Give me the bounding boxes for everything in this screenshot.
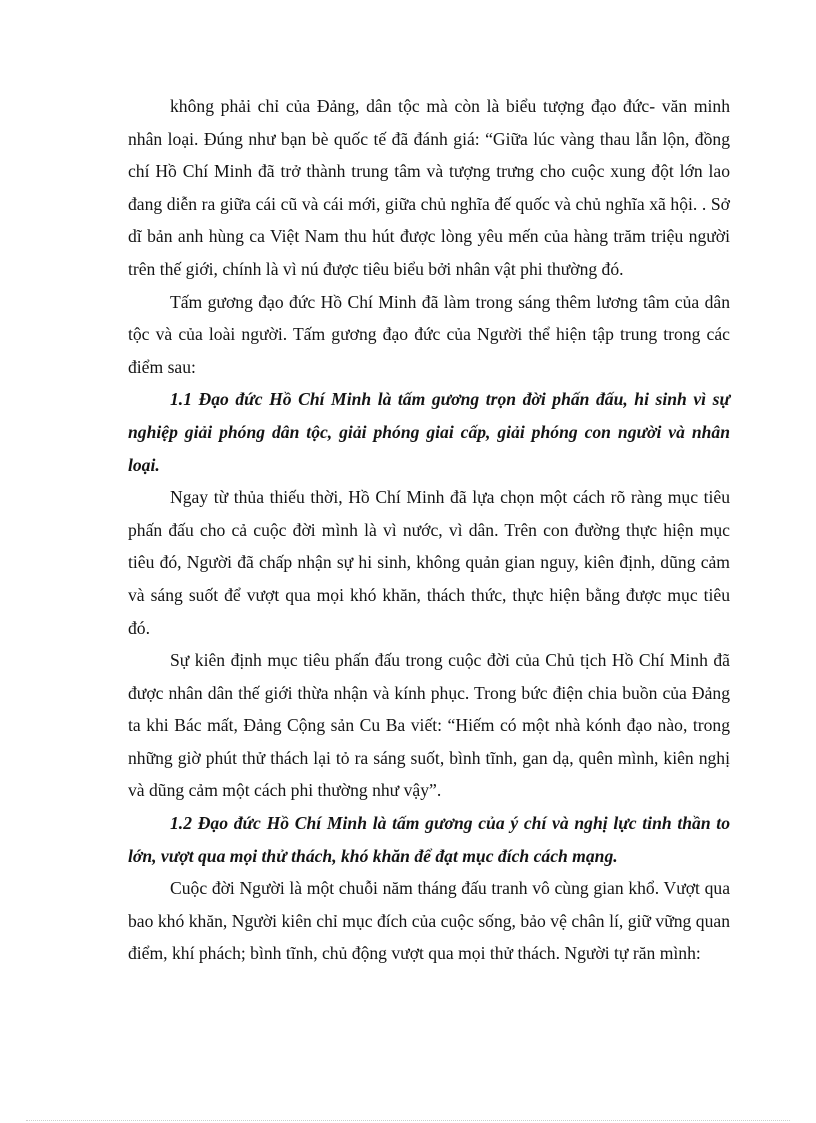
paragraph-moral-example: Tấm gương đạo đức Hồ Chí Minh đã làm trong sáng thêm lương tâm của dân tộc và của loài người. Tấm gương đạo đức của Người thể hiện tập trung trong các điểm sau: (128, 291, 730, 377)
paragraph-continuation: không phải chỉ của Đảng, dân tộc mà còn là biểu tượng đạo đức- văn minh nhân loại. Đúng như bạn bè quốc tế đã đánh giá: “Giữa lúc vàng thau lẫn lộn, đồng chí Hồ Chí Minh đã trở thành trung tâm và tượng trưng cho cuộc xung đột lớn lao đang diễn ra giữa cái cũ và cái mới, giữa chủ nghĩa đế quốc và chủ nghĩa xã hội. . Sở dĩ bản anh hùng ca Việt Nam thu hút được lòng yêu mến của hàng trăm triệu người trên thế giới, chính là vì nú được tiêu biểu bởi nhân vật phi thường đó. (128, 96, 730, 279)
paragraph-lifelong-goal: Ngay từ thủa thiếu thời, Hồ Chí Minh đã lựa chọn một cách rõ ràng mục tiêu phấn đấu cho cả cuộc đời mình là vì nước, vì dân. Trên con đường thực hiện mục tiêu đó, Người đã chấp nhận sự hi sinh, không quản gian nguy, kiên định, dũng cảm và sáng suốt để vượt qua mọi khó khăn, thách thức, thực hiện bằng được mục tiêu đó. (128, 487, 730, 638)
section-heading-1-1: 1.1 Đạo đức Hồ Chí Minh là tấm gương trọn đời phấn đấu, hi sinh vì sự nghiệp giải phóng dân tộc, giải phóng giai cấp, giải phóng con người và nhân loại. (128, 389, 730, 475)
page-bottom-divider (26, 1120, 790, 1121)
section-heading-1-2: 1.2 Đạo đức Hồ Chí Minh là tấm gương của ý chí và nghị lực tinh thần to lớn, vượt qua mọi thử thách, khó khăn để đạt mục đích cách mạng. (128, 813, 730, 866)
paragraph-steadfastness: Sự kiên định mục tiêu phấn đấu trong cuộc đời của Chủ tịch Hồ Chí Minh đã được nhân dân thế giới thừa nhận và kính phục. Trong bức điện chia buồn của Đảng ta khi Bác mất, Đảng Cộng sản Cu Ba viết: “Hiếm có một nhà kónh đạo nào, trong những giờ phút thử thách lại tỏ ra sáng suốt, bình tĩnh, gan dạ, quên mình, kiên nghị và dũng cảm một cách phi thường như vậy”. (128, 650, 730, 801)
document-body (128, 90, 730, 970)
paragraph-hardship: Cuộc đời Người là một chuỗi năm tháng đấu tranh vô cùng gian khổ. Vượt qua bao khó khăn, Người kiên chỉ mục đích của cuộc sống, bảo vệ chân lí, giữ vững quan điểm, khí phách; bình tĩnh, chủ động vượt qua mọi thử thách. Người tự răn mình: (128, 878, 730, 964)
